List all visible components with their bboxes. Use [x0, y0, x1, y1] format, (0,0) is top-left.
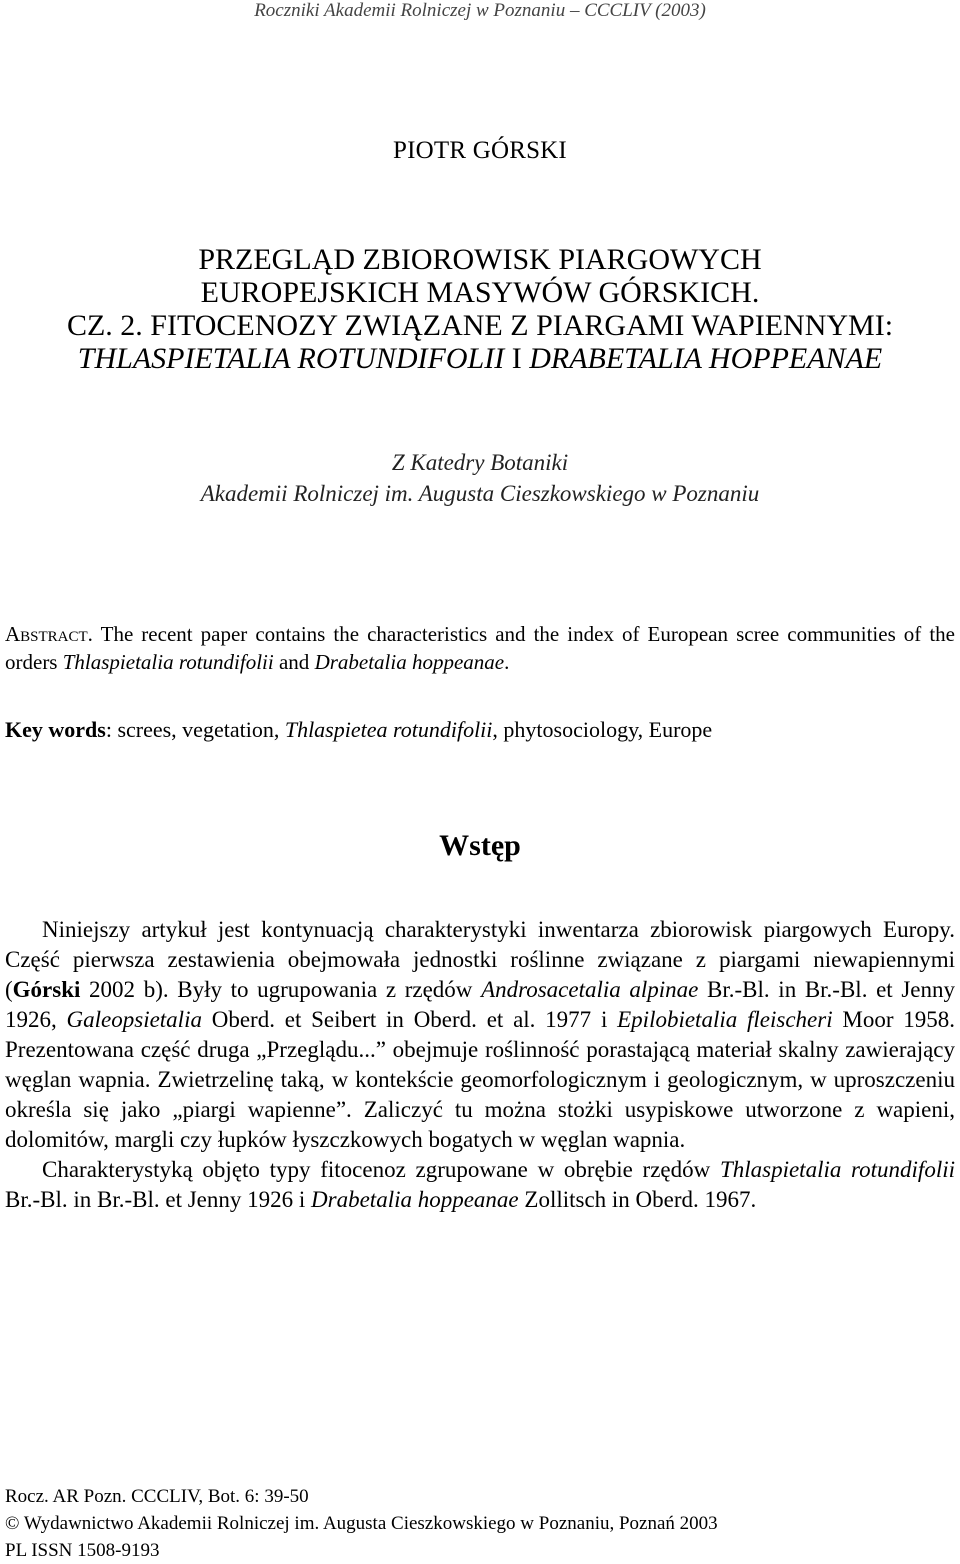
p1-text-3: Br.-Bl. in Br.-Bl. et Jenny 1926, [5, 977, 955, 1032]
keywords-text-a: : screes, vegetation, [105, 717, 285, 742]
p1-text-1: Niniejszy artykuł jest kontynuacją charakterystyki inwentarza zbiorowisk piargowych Europy. Część pierwsza zestawienia obejmowała jednostki roślinne związane z piargami niewapiennymi ( [5, 917, 955, 1002]
paper-title [0, 243, 960, 375]
title-line-3: CZ. 2. FITOCENOZY ZWIĄZANE Z PIARGAMI WAPIENNYMI: [66, 309, 894, 342]
journal-header: Roczniki Akademii Rolniczej w Poznaniu – CCCLIV (2003) [254, 0, 706, 21]
abstract-text-b: and [273, 650, 315, 674]
p1-text-4: Oberd. et Seibert in Oberd. et al. 1977 i [201, 1007, 618, 1032]
p1-text-5: Moor 1958. Prezentowana część druga „Przeglądu...” obejmuje roślinność porastającą materiał skalny zawierający węglan wapnia. Zwietrzelinę taką, w kontekście geomorfologicznym i geologicznym, w uproszczeniu określa się jako „piargi wapienne”. Zaliczyć tu można stożki usypiskowe utworzone z wapieni, dolomitów, margli czy łupków łyszczkowych bogatych w węglan wapnia. [5, 1007, 955, 1152]
abstract-label: Abstract. [5, 622, 93, 646]
paragraph-1 [5, 915, 955, 1155]
abstract-taxon-a: Thlaspietalia rotundifolii [62, 650, 274, 674]
title-line-1: PRZEGLĄD ZBIOROWISK PIARGOWYCH [198, 243, 762, 276]
author-name: PIOTR GÓRSKI [393, 137, 567, 164]
affiliation-line-2: Akademii Rolniczej im. Augusta Cieszkowskiego w Poznaniu [200, 481, 760, 506]
p2-taxon-1: Thlaspietalia rotundifolii [719, 1157, 955, 1182]
p1-taxon-1: Androsacetalia alpinae [481, 977, 699, 1002]
title-separator: I [504, 342, 530, 375]
title-taxon-a: THLASPIETALIA ROTUNDIFOLII [77, 342, 505, 375]
footer-publisher: Wydawnictwo Akademii Rolniczej im. Augusta Cieszkowskiego w Poznaniu, Poznań 2003 [19, 1513, 718, 1534]
abstract-text-a: The recent paper contains the characteristics and the index of European scree communities of the orders [5, 622, 955, 674]
keywords-taxon: Thlaspietea rotundifolii [284, 717, 493, 742]
abstract-text-c: . [504, 650, 510, 674]
footer-copyright [5, 1510, 955, 1537]
footer-citation: Rocz. AR Pozn. CCCLIV, Bot. 6: 39-50 [5, 1486, 309, 1507]
title-taxon-b: DRABETALIA HOPPEANAE [529, 342, 883, 375]
p2-text-3: Zollitsch in Oberd. 1967. [518, 1187, 757, 1212]
section-heading: Wstęp [439, 829, 521, 862]
p1-text-2: 2002 b). Były to ugrupowania z rzędów [80, 977, 482, 1002]
body-text [5, 915, 955, 1215]
abstract-taxon-b: Drabetalia hoppeanae [314, 650, 505, 674]
p2-taxon-2: Drabetalia hoppeanae [311, 1187, 519, 1212]
keywords-text-b: , phytosociology, Europe [492, 717, 713, 742]
p1-taxon-3: Epilobietalia fleischeri [617, 1007, 833, 1032]
abstract [5, 620, 955, 676]
footer-issn: PL ISSN 1508-9193 [5, 1540, 160, 1561]
p2-text-1: Charakterystyką objęto typy fitocenoz zgrupowane w obrębie rzędów [42, 1157, 720, 1182]
keywords-label: Key words [5, 717, 106, 742]
paragraph-2 [5, 1155, 955, 1215]
p1-taxon-2: Galeopsietalia [66, 1007, 202, 1032]
title-line-2: EUROPEJSKICH MASYWÓW GÓRSKICH. [200, 276, 760, 309]
p1-author-ref: Górski [12, 977, 81, 1002]
footer [5, 1483, 955, 1564]
affiliation-line-1: Z Katedry Botaniki [391, 450, 569, 475]
title-line-4 [0, 342, 960, 375]
p2-text-2: Br.-Bl. in Br.-Bl. et Jenny 1926 i [5, 1187, 312, 1212]
copyright-icon: © [5, 1513, 20, 1534]
affiliation [0, 447, 960, 509]
keywords [5, 716, 955, 744]
